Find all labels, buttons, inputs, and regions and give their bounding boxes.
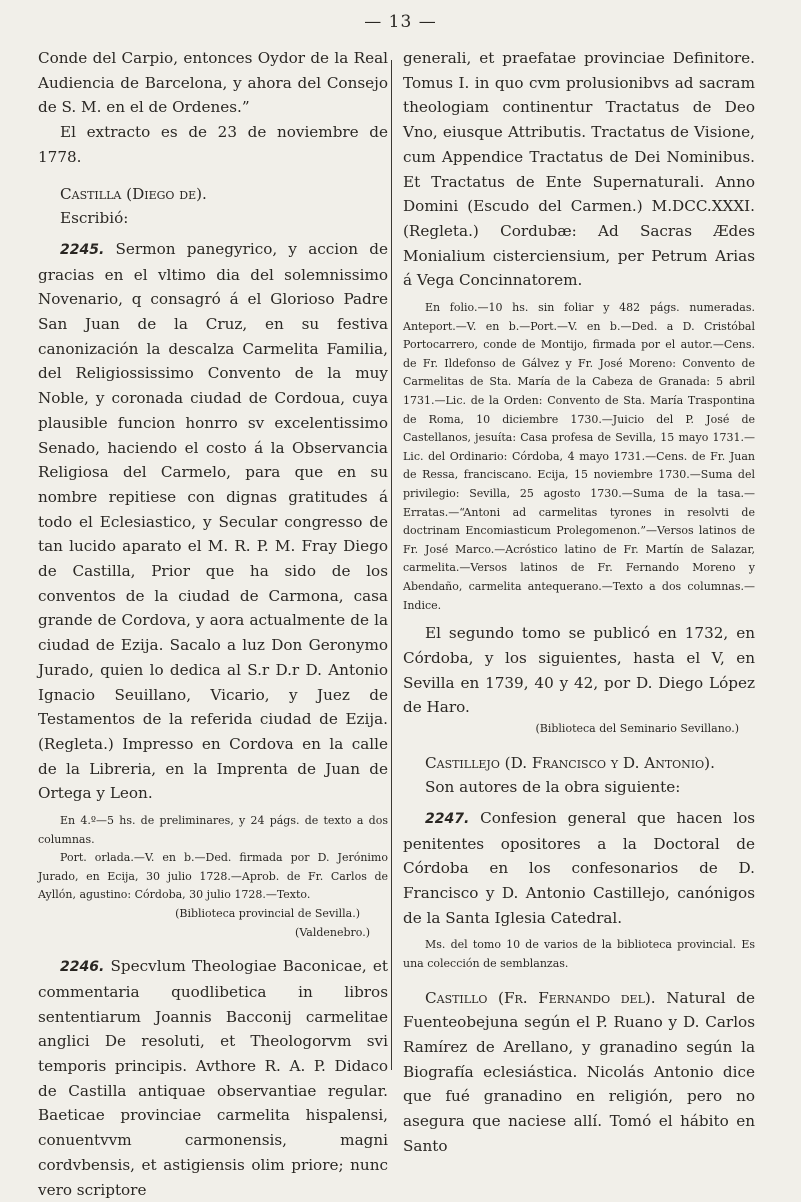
column-divider	[391, 60, 392, 1070]
entry-2245-library: (Biblioteca provincial de Sevilla.)	[175, 907, 360, 921]
entry-text: Sermon panegyrico, y accion de gracias en el vltimo dia del solemnissimo Novenario, q consagró á el Glorioso Padre San Juan de la Cruz, en su festiva canonización la descalza Carmelita Familia, del Religiossissimo Convento de la muy Noble, y coronada ciudad de Cordoua, cuya plausible funcion honrro sv excelentissimo Senado, haciendo el costo á la Observancia Religiosa del Carmelo, para que en su nombre repitiese con dignas gratitudes á todo el Eclesiastico, y Secular congresso de tan lucido aparato el M. R. P. M. Fray Diego de Castilla, Prior que ha sido de los conventos de la ciudad de Carmona, casa grande de Cordova, y aora actualmente de la ciudad de Ezija. Sacalo a luz Don Geronymo Jurado, quien lo dedica al S.r D.r D. Antonio Ignacio Seuillano, Vicario, y Juez de Testamentos de la referida ciudad de Ezija. (Regleta.) Impresso en Cordova en la calle de la Libreria, en la Imprenta de Juan de Ortega y Leon.	[38, 239, 389, 803]
entry-2247-description: Ms. del tomo 10 de varios de la biblioteca provincial. Es una colección de semblanzas.	[403, 938, 755, 971]
entry-2245-format: En 4.º—5 hs. de preliminares, y 24 págs. de texto a dos columnas.	[38, 814, 388, 846]
entry-text: Confesion general que hacen los penitentes opositores a la Doctoral de Córdoba en los confesonarios de D. Francisco y D. Antonio Castillejo, canónigos de la Santa Iglesia Catedral.	[403, 808, 756, 927]
entry-2245-description: Port. orlada.—V. en b.—Ded. firmada por D. Jerónimo Jurado, en Ecija, 30 julio 1728.—Aprob. de Fr. Carlos de Ayllón, agustino: Córdoba, 30 julio 1728.—Texto.	[38, 851, 388, 902]
author3-text: Natural de Fuenteobejuna según el P. Ruano y D. Carlos Ramírez de Arellano, y granadino según la Biografía eclesiástica. Nicolás Antonio dice que fué granadino en religión, pero no asegura que naciese allí. Tomó el hábito en Santo	[403, 988, 755, 1155]
author3-heading: Castillo (Fr. Fernando del).	[425, 988, 656, 1007]
entry-2245	[38, 237, 388, 806]
entry-2246-library: (Biblioteca del Seminario Sevillano.)	[535, 721, 739, 735]
author-heading: Castilla (Diego de).	[60, 184, 207, 203]
entry-number: 2247.	[425, 810, 470, 827]
entry-2246-volumes: El segundo tomo se publicó en 1732, en Córdoba, y los siguientes, hasta el V, en Sevilla en 1739, 40 y 42, por D. Diego López de Haro.	[403, 624, 755, 717]
entry-2247	[403, 806, 755, 931]
entry-2245-source: (Valdenebro.)	[295, 925, 370, 939]
entry-number: 2246.	[60, 959, 105, 976]
left-column	[38, 46, 388, 1202]
author2-heading: Castillejo (D. Francisco y D. Antonio).	[425, 753, 715, 772]
right-column	[403, 46, 755, 1159]
entry-text: Specvlum Theologiae Baconicae, et commentaria quodlibetica in libros sententiarum Joannis Bacconij carmelitae anglici De resoluti, et Theologorvm svi temporis principis. Avthore R. A. P. Didaco de Castilla antiquae observantiae regular. Baeticae provinciae carmelita hispalensi, conuentvvm carmonensis, magni cordvbensis, et astigiensis olim priore; nunc vero scriptore	[38, 957, 388, 1199]
continued-paragraph: Conde del Carpio, entonces Oydor de la Real Audiencia de Barcelona, y ahora del Consejo de S. M. en el de Ordenes.”	[38, 49, 388, 117]
extract-date-paragraph: El extracto es de 23 de noviembre de 1778.	[38, 123, 388, 166]
entry-2246	[38, 954, 388, 1202]
entry-number: 2245.	[60, 241, 105, 258]
entry-2246-continued: generali, et praefatae provinciae Definitore. Tomus I. in quo cvm prolusionibvs ad sacram theologiam continentur Tractatus de Deo Vno, eiusque Attributis. Tractatus de Visione, cum Appendice Tractatus de Dei Nominibus. Et Tractatus de Ente Supernaturali. Anno Domini (Escudo del Carmen.) M.DCC.XXXI. (Regleta.) Cordubæ: Ad Sacras Ædes Monialium cisterciensium, per Petrum Arias á Vega Concinnatorem.	[403, 49, 755, 290]
page-number: — 13 —	[364, 12, 437, 32]
author2-note: Son autores de la obra siguiente:	[425, 778, 681, 797]
author3-paragraph	[403, 986, 755, 1159]
entry-2246-description: En folio.—10 hs. sin foliar y 482 págs. numeradas. Anteport.—V. en b.—Port.—V. en b.—Ded. a D. Cristóbal Portocarrero, conde de Montijo, firmada por el autor.—Cens. de Fr. Ildefonso de Gálvez y Fr. José Moreno: Convento de Carmelitas de Sta. María de la Cabeza de Granada: 5 abril 1731.—Lic. de la Orden: Convento de Sta. María Traspontina de Roma, 10 diciembre 1730.—Juicio del P. José de Castellanos, jesuíta: Casa profesa de Sevilla, 15 mayo 1731.—Lic. del Ordinario: Córdoba, 4 mayo 1731.—Cens. de Fr. Juan de Ressa, franciscano. Ecija, 15 noviembre 1730.—Suma del privilegio: Sevilla, 25 agosto 1730.—Suma de la tasa.—Erratas.—“Antoni ad carmelitas tyrones in resolvti de doctrinam Encomiasticum Prolegomenon.”—Versos latinos de Fr. José Marco.—Acróstico latino de Fr. Martín de Salazar, carmelita.—Versos latinos de Fr. Fernando Moreno y Abendaño, carmelita antequerano.—Texto a dos columnas.—Indice.	[403, 301, 755, 612]
author-note: Escribió:	[60, 209, 129, 228]
